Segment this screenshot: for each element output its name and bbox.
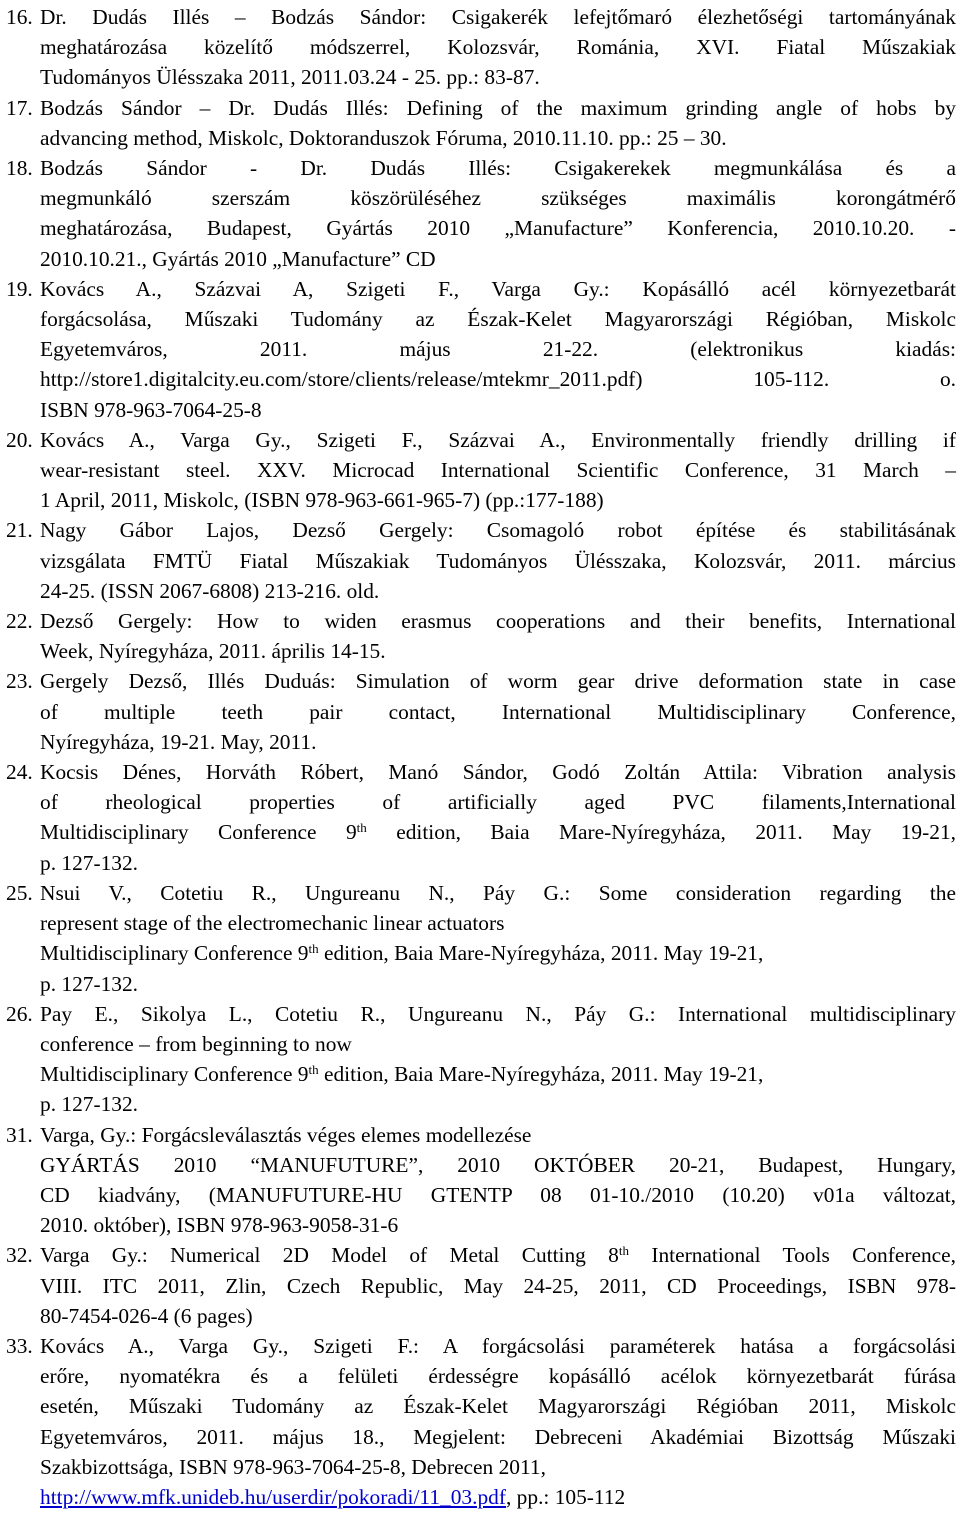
superscript: th: [356, 820, 367, 836]
reference-line-text: Multidisciplinary Conference 9: [40, 820, 357, 845]
reference-text: [40, 666, 956, 757]
reference-line: 80-7454-026-4 (6 pages): [40, 1303, 253, 1328]
reference-line: [40, 1059, 956, 1089]
reference-line: p. 127-132.: [40, 1092, 139, 1117]
reference-line: Gergely Dezső, Illés Duduás: Simulation of worm gear drive deformation state in case: [40, 669, 956, 694]
reference-line: Bodzás Sándor – Dr. Dudás Illés: Defining of the maximum grinding angle of hobs by: [40, 95, 956, 120]
reference-line: ISBN 978-963-7064-25-8: [40, 397, 262, 422]
reference-line: of rheological properties of artificially aged PVC filaments,International: [40, 790, 956, 815]
reference-line: megmunkáló szerszám köszörüléséhez szükséges maximális korongátmérő: [40, 186, 956, 211]
reference-line: [40, 1240, 956, 1270]
reference-line: [40, 817, 956, 847]
reference-line: wear-resistant steel. XXV. Microcad International Scientific Conference, 31 March –: [40, 458, 956, 483]
reference-number: 33.: [6, 1333, 33, 1358]
reference-line: Week, Nyíregyháza, 2011. április 14-15.: [40, 639, 386, 664]
superscript: th: [308, 941, 319, 957]
reference-text: [40, 1120, 956, 1241]
reference-item-18: [6, 153, 956, 274]
reference-item-16: [6, 2, 956, 93]
reference-line: Dezső Gergely: How to widen erasmus cooperations and their benefits, International: [40, 609, 956, 634]
reference-item-33: [6, 1331, 956, 1512]
reference-line: Nagy Gábor Lajos, Dezső Gergely: Csomagoló robot építése és stabilitásának: [40, 518, 956, 543]
reference-number: 26.: [6, 1001, 33, 1026]
reference-number: 31.: [6, 1122, 33, 1147]
reference-number: 20.: [6, 427, 33, 452]
reference-line: Kovács A., Varga Gy., Szigeti F., Százvai A., Environmentally friendly drilling if: [40, 427, 956, 452]
reference-line: meghatározása közelítő módszerrel, Kolozsvár, Románia, XVI. Fiatal Műszakiak: [40, 35, 956, 60]
superscript: th: [618, 1243, 630, 1259]
reference-line-text: Multidisciplinary Conference 9: [40, 941, 309, 966]
superscript: th: [308, 1062, 319, 1078]
reference-number: 18.: [6, 156, 33, 181]
reference-item-24: [6, 757, 956, 878]
reference-item-17: [6, 93, 956, 153]
reference-line: Egyetemváros, 2011. május 18., Megjelent: Debreceni Akadémiai Bizottság Műszaki: [40, 1424, 956, 1449]
reference-text: [40, 878, 956, 999]
reference-line-text: Multidisciplinary Conference 9: [40, 1062, 309, 1087]
reference-item-26: [6, 999, 956, 1120]
reference-number: 21.: [6, 518, 33, 543]
reference-number: 17.: [6, 95, 33, 120]
reference-line: advancing method, Miskolc, Doktoranduszok Fóruma, 2010.11.10. pp.: 25 – 30.: [40, 125, 727, 150]
reference-line: [40, 938, 956, 968]
reference-line: p. 127-132.: [40, 971, 139, 996]
reference-text: [40, 515, 956, 606]
reference-line: meghatározása, Budapest, Gyártás 2010 „Manufacture” Konferencia, 2010.10.20. -: [40, 216, 956, 241]
reference-line: conference – from beginning to now: [40, 1031, 352, 1056]
reference-line: VIII. ITC 2011, Zlin, Czech Republic, May 24-25, 2011, CD Proceedings, ISBN 978-: [40, 1273, 956, 1298]
reference-line: Bodzás Sándor - Dr. Dudás Illés: Csigakerekek megmunkálása és a: [40, 156, 956, 181]
reference-line: http://store1.digitalcity.eu.com/store/clients/release/mtekmr_2011.pdf) 105-112. o.: [40, 367, 956, 392]
reference-item-21: [6, 515, 956, 606]
reference-line: p. 127-132.: [40, 850, 139, 875]
reference-line: forgácsolása, Műszaki Tudomány az Észak-Kelet Magyarországi Régióban, Miskolc: [40, 307, 956, 332]
reference-line: Dr. Dudás Illés – Bodzás Sándor: Csigakerék lefejtőmaró élezhetőségi tartományának: [40, 5, 956, 29]
reference-number: 19.: [6, 276, 33, 301]
reference-line-text: International Tools Conference,: [629, 1243, 956, 1268]
reference-line: esetén, Műszaki Tudomány az Észak-Kelet Magyarországi Régióban 2011, Miskolc: [40, 1394, 956, 1419]
reference-line-text: Varga Gy.: Numerical 2D Model of Metal Cutting 8: [40, 1243, 619, 1268]
reference-line: Egyetemváros, 2011. május 21-22. (elektronikus kiadás:: [40, 337, 956, 362]
reference-text: [40, 93, 956, 153]
reference-number: 22.: [6, 609, 33, 634]
reference-line: erőre, nyomatékra és a felületi érdességre kopásálló acélok környezetbarát fúrása: [40, 1364, 956, 1389]
reference-item-31: [6, 1120, 956, 1241]
reference-line: GYÁRTÁS 2010 “MANUFUTURE”, 2010 OKTÓBER 20-21, Budapest, Hungary,: [40, 1152, 956, 1177]
reference-number: 16.: [6, 5, 33, 29]
reference-text: [40, 757, 956, 878]
reference-line: CD kiadvány, (MANUFUTURE-HU GTENTP 08 01-10./2010 (10.20) v01a változat,: [40, 1182, 956, 1207]
reference-line: Kocsis Dénes, Horváth Róbert, Manó Sándor, Godó Zoltán Attila: Vibration analysis: [40, 760, 956, 785]
reference-link[interactable]: http://www.mfk.unideb.hu/userdir/pokoradi/11_03.pdf: [40, 1484, 506, 1509]
reference-line: Varga, Gy.: Forgácsleválasztás véges elemes modellezése: [40, 1122, 532, 1147]
reference-text: [40, 2, 956, 93]
reference-line: Kovács A., Varga Gy., Szigeti F.: A forgácsolási paraméterek hatása a forgácsolási: [40, 1333, 956, 1358]
reference-line: vizsgálata FMTÜ Fiatal Műszakiak Tudományos Ülésszaka, Kolozsvár, 2011. március: [40, 548, 956, 573]
reference-line: Nsui V., Cotetiu R., Ungureanu N., Páy G.: Some consideration regarding the: [40, 880, 956, 905]
reference-line: 2010. október), ISBN 978-963-9058-31-6: [40, 1213, 399, 1238]
reference-item-22: [6, 606, 956, 666]
reference-line: Tudományos Ülésszaka 2011, 2011.03.24 - 25. pp.: 83-87.: [40, 65, 540, 90]
reference-line: [40, 1482, 956, 1512]
reference-number: 32.: [6, 1243, 33, 1268]
reference-text: [40, 606, 956, 666]
reference-line-text: edition, Baia Mare-Nyíregyháza, 2011. May 19-21,: [318, 941, 764, 966]
reference-line: Nyíregyháza, 19-21. May, 2011.: [40, 729, 317, 754]
reference-line: of multiple teeth pair contact, International Multidisciplinary Conference,: [40, 699, 956, 724]
reference-text: [40, 999, 956, 1120]
reference-text: [40, 425, 956, 516]
reference-number: 23.: [6, 669, 33, 694]
reference-line-text: edition, Baia Mare-Nyíregyháza, 2011. May 19-21,: [366, 820, 956, 845]
reference-line: Szakbizottsága, ISBN 978-963-7064-25-8, Debrecen 2011,: [40, 1454, 546, 1479]
reference-item-32: [6, 1240, 956, 1331]
reference-item-23: [6, 666, 956, 757]
reference-text: [40, 1331, 956, 1512]
reference-line: 24-25. (ISSN 2067-6808) 213-216. old.: [40, 578, 380, 603]
reference-number: 25.: [6, 880, 33, 905]
reference-line-text: edition, Baia Mare-Nyíregyháza, 2011. May 19-21,: [318, 1062, 764, 1087]
reference-line-text: , pp.: 105-112: [505, 1484, 626, 1509]
reference-line: Pay E., Sikolya L., Cotetiu R., Ungureanu N., Páy G.: International multidisciplinary: [40, 1001, 956, 1026]
reference-item-25: [6, 878, 956, 999]
reference-line: 2010.10.21., Gyártás 2010 „Manufacture” CD: [40, 246, 436, 271]
reference-line: Kovács A., Százvai A, Szigeti F., Varga Gy.: Kopásálló acél környezetbarát: [40, 276, 956, 301]
reference-line: 1 April, 2011, Miskolc, (ISBN 978-963-661-965-7) (pp.:177-188): [40, 488, 604, 513]
reference-text: [40, 274, 956, 425]
reference-text: [40, 153, 956, 274]
reference-text: [40, 1240, 956, 1331]
reference-number: 24.: [6, 760, 33, 785]
reference-item-20: [6, 425, 956, 516]
reference-item-19: [6, 274, 956, 425]
reference-line: represent stage of the electromechanic linear actuators: [40, 911, 505, 936]
